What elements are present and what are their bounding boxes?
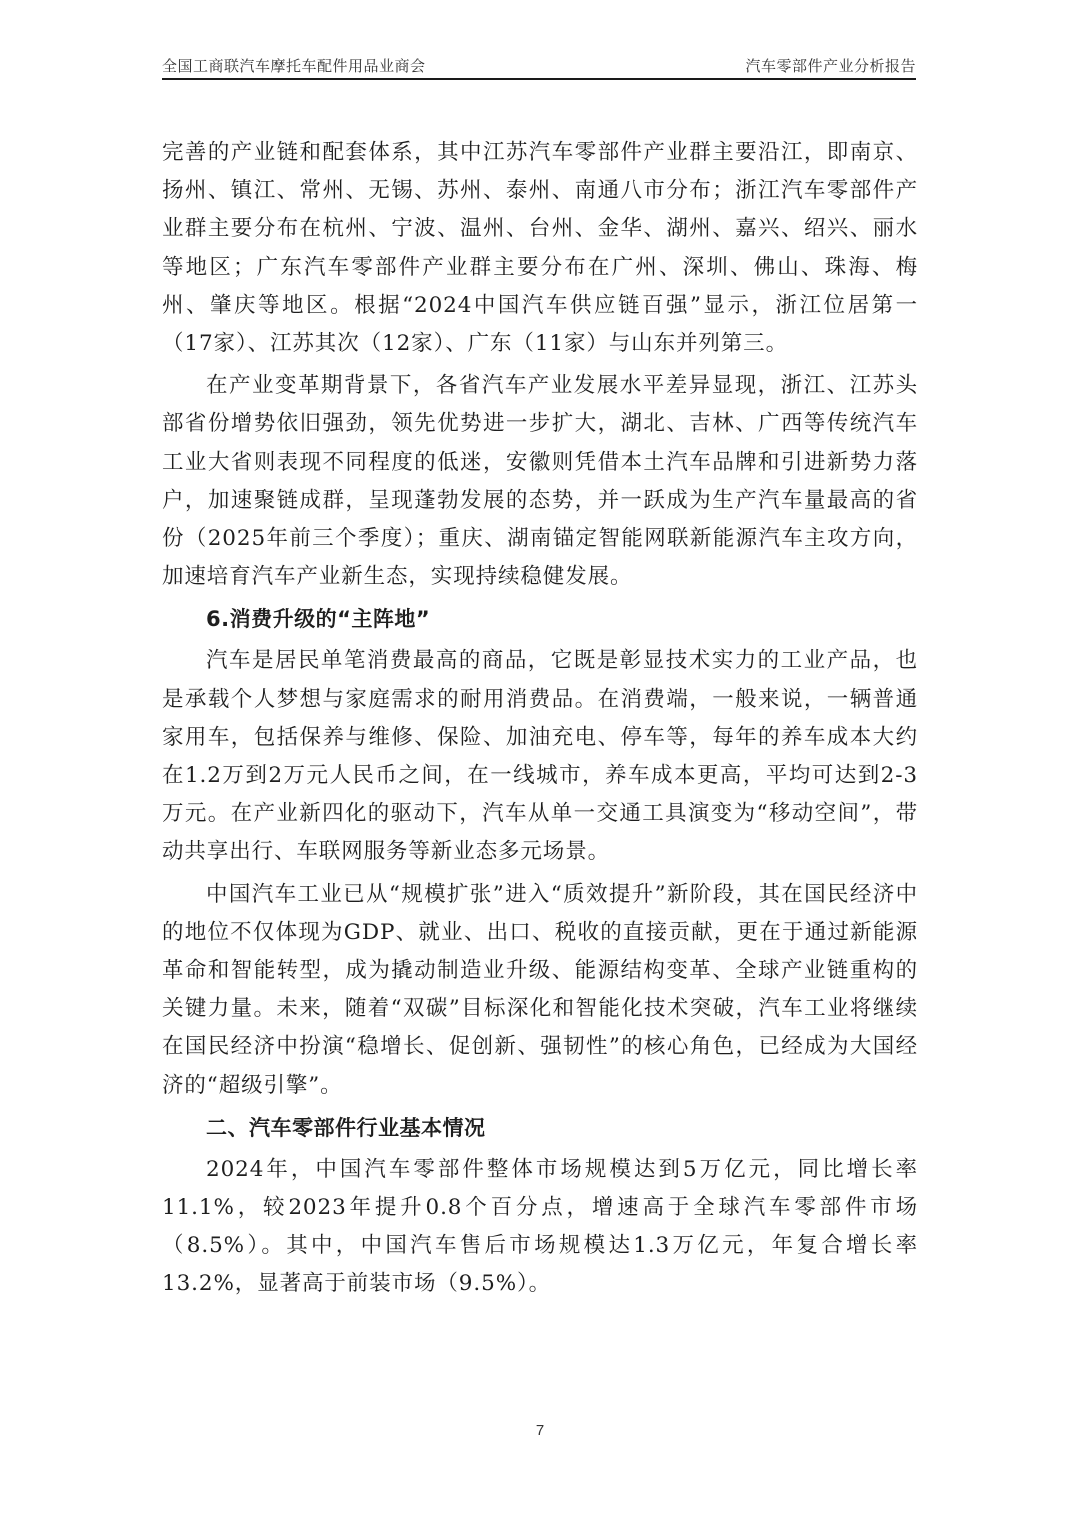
paragraph-market-size: 2024年，中国汽车零部件整体市场规模达到5万亿元，同比增长率11.1%，较2023年提升0.8个百分点，增速高于全球汽车零部件市场（8.5%）。其中，中国汽车售后市场规模达1.3万亿元，年复合增长率13.2%，显著高于前装市场（9.5%）。 (162, 1156, 918, 1297)
header-report-title: 汽车零部件产业分析报告 (745, 57, 916, 75)
page-header (162, 52, 916, 80)
paragraph-consumer-cost: 汽车是居民单笔消费最高的商品，它既是彰显技术实力的工业产品，也是承载个人梦想与家庭需求的耐用消费品。在消费端，一般来说，一辆普通家用车，包括保养与维修、保险、加油充电、停车等，每年的养车成本大约在1.2万到2万元人民币之间，在一线城市，养车成本更高，平均可达到2-3万元。在产业新四化的驱动下，汽车从单一交通工具演变为“移动空间”，带动共享出行、车联网服务等新业态多元场景。 (162, 648, 918, 865)
page-number: 7 (535, 1422, 545, 1439)
page-body (162, 134, 918, 1308)
header-organization: 全国工商联汽车摩托车配件用品业商会 (162, 57, 426, 75)
paragraph-provincial-development: 在产业变革期背景下，各省汽车产业发展水平差异显现，浙江、江苏头部省份增势依旧强劲，领先优势进一步扩大，湖北、吉林、广西等传统汽车工业大省则表现不同程度的低迷，安徽则凭借本土汽车品牌和引进新势力落户，加速聚链成群，呈现蓬勃发展的态势，并一跃成为生产汽车量最高的省份（2025年前三个季度）；重庆、湖南锚定智能网联新能源汽车主攻方向，加速培育汽车产业新生态，实现持续稳健发展。 (162, 373, 918, 590)
section-heading-consumption-upgrade: 6.消费升级的“主阵地” (206, 607, 431, 632)
section-heading-parts-industry: 二、汽车零部件行业基本情况 (206, 1115, 486, 1140)
paragraph-economic-role: 中国汽车工业已从“规模扩张”进入“质效提升”新阶段，其在国民经济中的地位不仅体现为GDP、就业、出口、税收的直接贡献，更在于通过新能源革命和智能转型，成为撬动制造业升级、能源结构变革、全球产业链重构的关键力量。未来，随着“双碳”目标深化和智能化技术突破，汽车工业将继续在国民经济中扮演“稳增长、促创新、强韧性”的核心角色，已经成为大国经济的“超级引擎”。 (162, 881, 918, 1098)
paragraph-industry-clusters: 完善的产业链和配套体系，其中江苏汽车零部件产业群主要沿江，即南京、扬州、镇江、常州、无锡、苏州、泰州、南通八市分布；浙江汽车零部件产业群主要分布在杭州、宁波、温州、台州、金华、湖州、嘉兴、绍兴、丽水等地区；广东汽车零部件产业群主要分布在广州、深圳、佛山、珠海、梅州、肇庆等地区。根据“2024中国汽车供应链百强”显示，浙江位居第一（17家）、江苏其次（12家）、广东（11家）与山东并列第三。 (162, 140, 918, 357)
